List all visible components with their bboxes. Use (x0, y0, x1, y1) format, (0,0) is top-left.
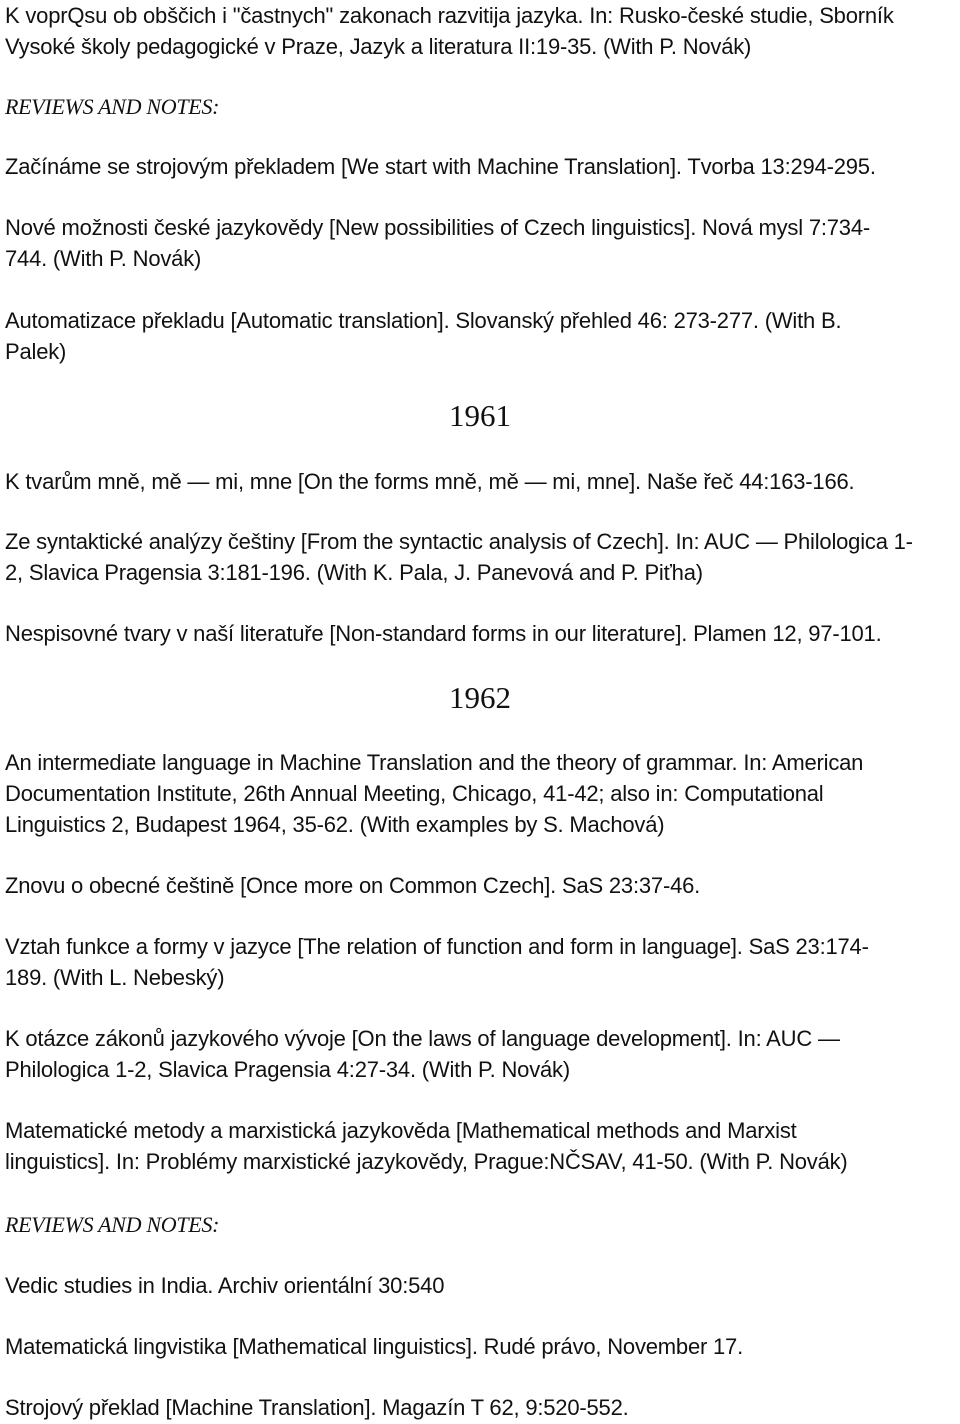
review-entry: Matematická lingvistika [Mathematical linguistics]. Rudé právo, November 17. (5, 1334, 743, 1359)
section-heading-reviews-1962: REVIEWS AND NOTES: (5, 1212, 220, 1237)
bibliography-entry: Matematické metody a marxistická jazykověda [Mathematical methods and Marxist linguistics]. In: Problémy marxistické jazykovědy, Prague:NČSAV, 41-50. (With P. Novák) (5, 1118, 848, 1174)
review-entry: Nové možnosti české jazykovědy [New possibilities of Czech linguistics]. Nová mysl 7:734- 744. (With P. Novák) (5, 215, 870, 271)
bibliography-entry: Ze syntaktické analýzy češtiny [From the syntactic analysis of Czech]. In: AUC — Philologica 1- 2, Slavica Pragensia 3:181-196. (With K. Pala, J. Panevová and P. Piťha) (5, 529, 913, 585)
year-heading-1961: 1961 (449, 398, 511, 433)
bibliography-entry: Nespisovné tvary v naší literatuře [Non-standard forms in our literature]. Plamen 12, 97-101. (5, 621, 882, 646)
bibliography-entry: Znovu o obecné češtině [Once more on Common Czech]. SaS 23:37-46. (5, 873, 701, 898)
review-entry: Začínáme se strojovým překladem [We start with Machine Translation]. Tvorba 13:294-295. (5, 154, 876, 179)
bibliography-entry: K otázce zákonů jazykového vývoje [On the laws of language development]. In: AUC — Philologica 1-2, Slavica Pragensia 4:27-34. (With P. Novák) (5, 1026, 840, 1082)
review-entry: Strojový překlad [Machine Translation]. Magazín T 62, 9:520-552. (5, 1395, 629, 1420)
bibliography-entry: Vztah funkce a formy v jazyce [The relation of function and form in language]. SaS 23:174- 189. (With L. Nebeský) (5, 934, 869, 990)
review-entry: Vedic studies in India. Archiv orientální 30:540 (5, 1273, 445, 1298)
bibliography-entry-carryover: K voprQsu ob obščich i "častnych" zakonach razvitija jazyka. In: Rusko-české studie, Sborník Vysoké školy pedagogické v Praze, Jazyk a literatura II:19-35. (With P. Novák) (5, 3, 894, 59)
year-heading-1962: 1962 (449, 680, 511, 715)
bibliography-entry: K tvarům mně, mě — mi, mne [On the forms mně, mě — mi, mne]. Naše řeč 44:163-166. (5, 469, 855, 494)
bibliography-entry: An intermediate language in Machine Translation and the theory of grammar. In: American Documentation Institute, 26th Annual Meeting, Chicago, 41-42; also in: Computational Linguistics 2, Budapest 1964, 35-62. (With examples by S. Machová) (5, 750, 864, 837)
section-heading-reviews-1960: REVIEWS AND NOTES: (5, 94, 220, 119)
review-entry: Automatizace překladu [Automatic translation]. Slovanský přehled 46: 273-277. (With B. Palek) (5, 308, 842, 364)
